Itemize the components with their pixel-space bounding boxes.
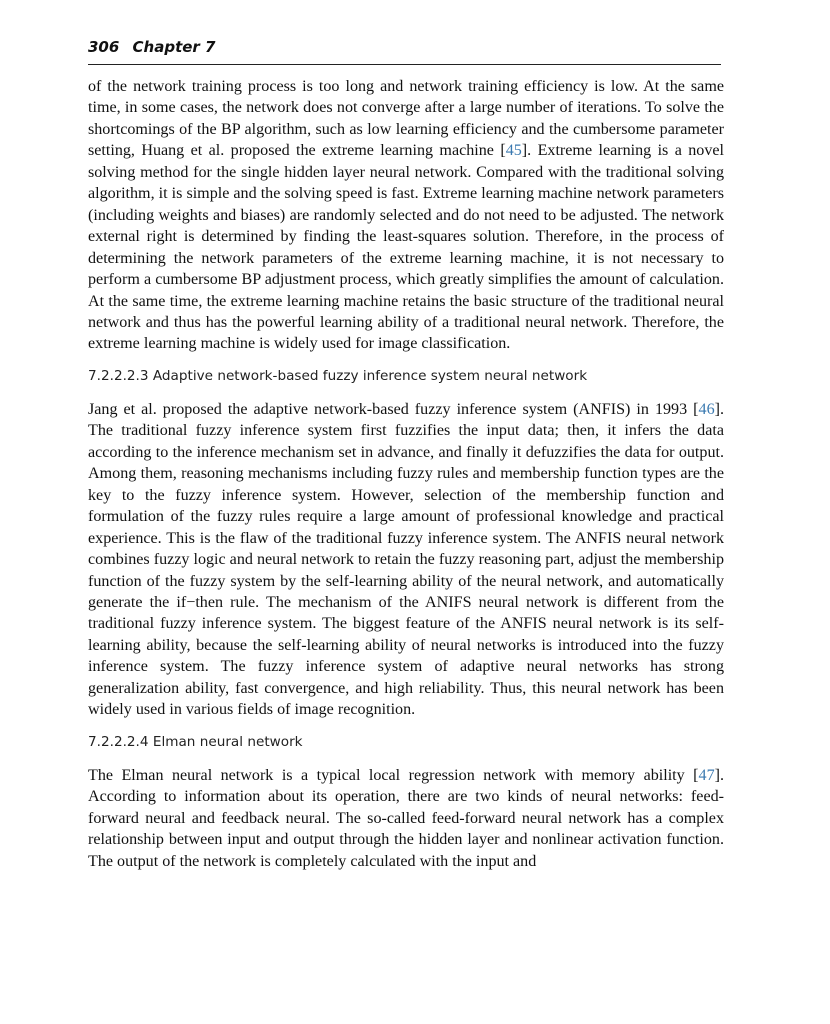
page-number: 306: [88, 38, 120, 56]
paragraph-text: Jang et al. proposed the adaptive network-based fuzzy inference system (ANFIS) in 1993 [: [88, 400, 699, 418]
running-header: [88, 38, 721, 65]
paragraph-text: of the network training process is too long and network training efficiency is low. At the same time, in some cases, the network does not converge after a large number of iterations. To solve the shortcomings of the BP algorithm, such as low learning efficiency and the cumbersome parameter setting, Huang et al. proposed the extreme learning machine [: [88, 78, 724, 160]
citation-link-47[interactable]: 47: [698, 766, 715, 784]
citation-link-46[interactable]: 46: [698, 400, 715, 418]
section-heading-anfis: 7.2.2.2.3 Adaptive network-based fuzzy inference system neural network: [88, 367, 588, 384]
paragraph-elm: [88, 76, 724, 355]
page-body: [88, 76, 724, 872]
paragraph-anfis: [88, 399, 724, 721]
citation-link-45[interactable]: 45: [505, 142, 522, 160]
paragraph-text: The Elman neural network is a typical local regression network with memory ability [: [88, 766, 699, 784]
paragraph-text: ]. The traditional fuzzy inference system first fuzzifies the input data; then, it infers the data according to the inference mechanism set in advance, and finally it defuzzifies the data for output. Among them, reasoning mechanisms including fuzzy rules and membership function types are the key to the fuzzy inference system. However, selection of the membership function and formulation of the fuzzy rules require a large amount of professional knowledge and practical experience. This is the flaw of the traditional fuzzy inference system. The ANFIS neural network combines fuzzy logic and neural network to retain the fuzzy reasoning part, adjust the membership function of the fuzzy system by the self-learning ability of the neural network, and automatically generate the if−then rule. The mechanism of the ANIFS neural network is different from the traditional fuzzy inference system. The biggest feature of the ANFIS neural network is its self-learning ability, because the self-learning ability of neural networks is introduced into the fuzzy inference system. The fuzzy inference system of adaptive neural networks has strong generalization ability, fast convergence, and high reliability. Thus, this neural network has been widely used in various fields of image recognition.: [88, 400, 724, 719]
paragraph-elman: [88, 765, 724, 872]
chapter-label: Chapter 7: [132, 38, 216, 56]
section-heading-elman: 7.2.2.2.4 Elman neural network: [88, 733, 303, 750]
paragraph-text: ]. Extreme learning is a novel solving method for the single hidden layer neural network. Compared with the traditional solving algorithm, it is simple and the solving speed is fast. Extreme learning machine network parameters (including weights and biases) are randomly selected and do not need to be adjusted. The network external right is determined by finding the least-squares solution. Therefore, in the process of determining the network parameters of the extreme learning machine, it is not necessary to perform a cumbersome BP adjustment process, which greatly simplifies the amount of calculation. At the same time, the extreme learning machine retains the basic structure of the traditional neural network and thus has the powerful learning ability of a traditional neural network. Therefore, the extreme learning machine is widely used for image classification.: [88, 142, 725, 353]
paragraph-text: ]. According to information about its operation, there are two kinds of neural networks: feed-forward neural and feedback neural. The so-called feed-forward neural network has a complex relationship between input and output through the hidden layer and nonlinear activation function. The output of the network is completely calculated with the input and: [88, 766, 724, 870]
